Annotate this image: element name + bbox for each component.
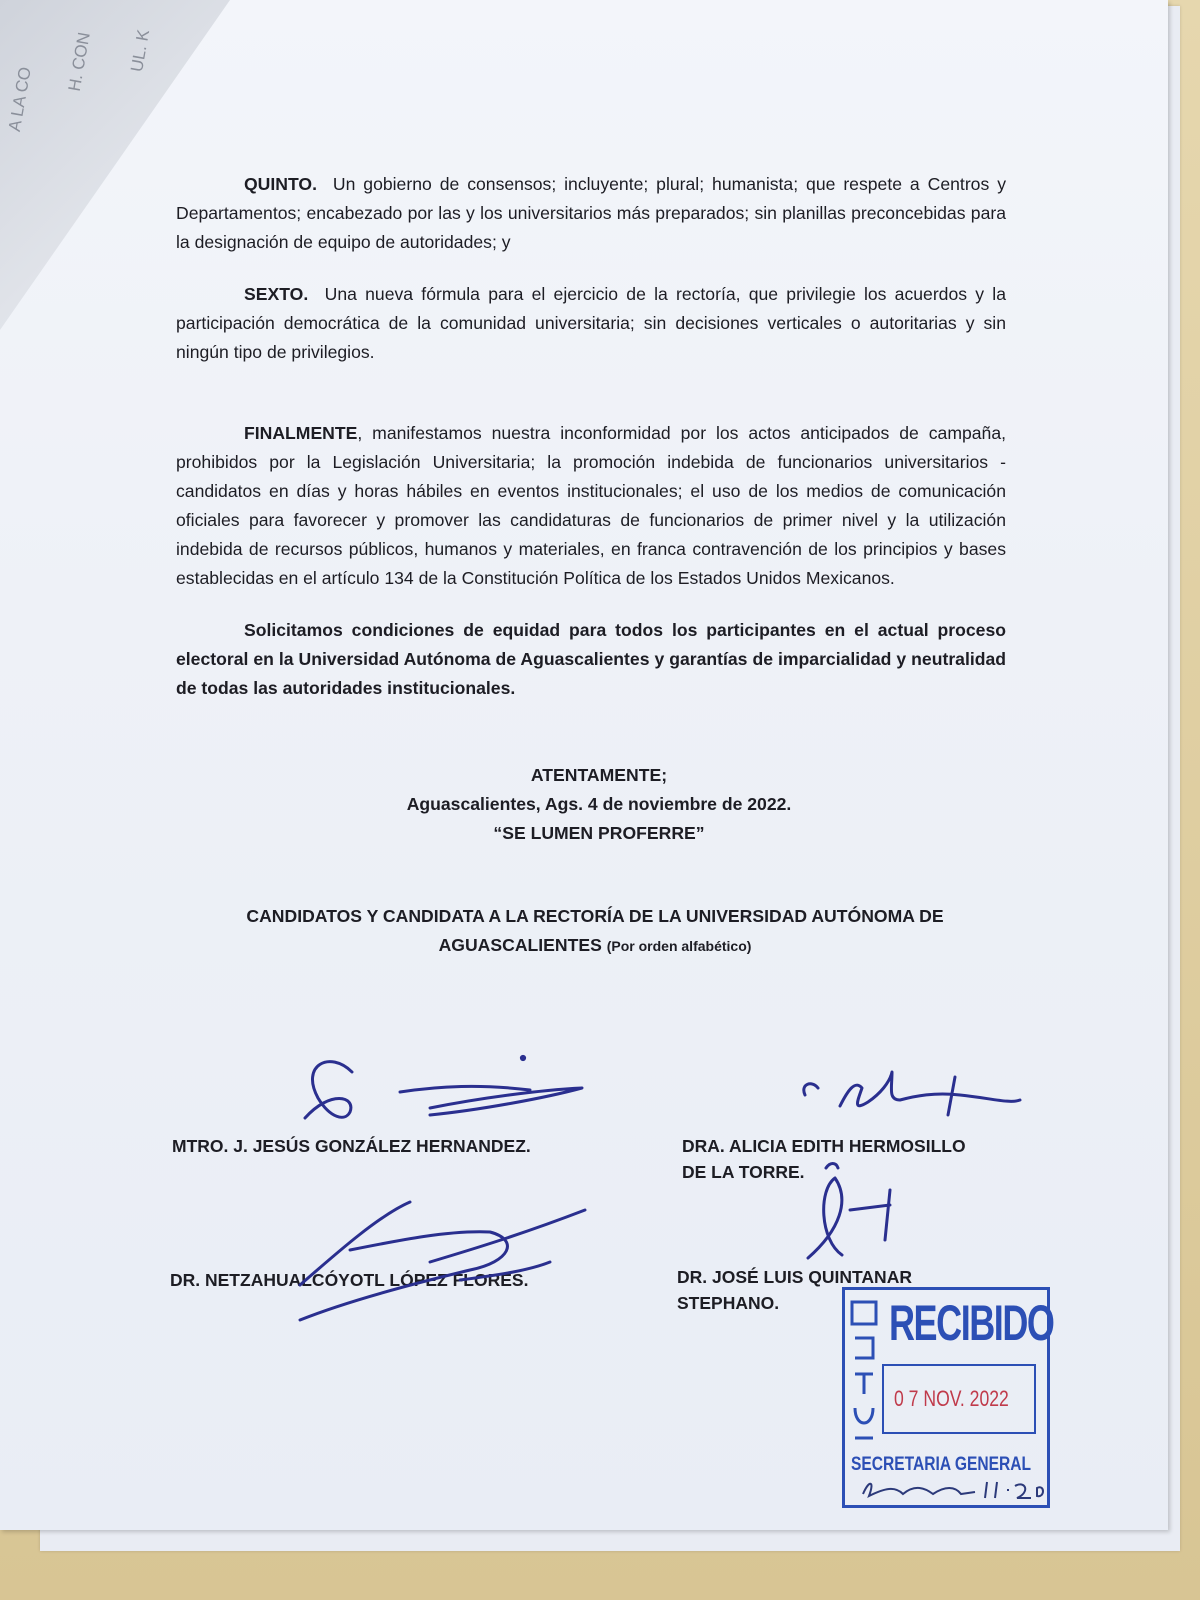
received-stamp [842, 1287, 1054, 1508]
signature-lopez [300, 1202, 585, 1320]
signature-hermosillo [804, 1072, 1020, 1115]
candidates-heading-line1: CANDIDATOS Y CANDIDATA A LA RECTORÍA DE LA UNIVERSIDAD AUTÓNOMA DE [246, 906, 944, 926]
fold-text-1: H. CON [64, 30, 94, 93]
paragraph-line: campaña, prohibidos por la Legislación Universitaria; la promoción indebida de funcionarios [176, 423, 1007, 472]
request-line: proceso electoral en la Universidad Autónoma de Aguascalientes y garantías de [176, 620, 1006, 669]
signatory-name-continued: DE LA TORRE. [682, 1162, 805, 1182]
paragraph-lead: SEXTO. [244, 284, 309, 304]
paragraph-line: Un gobierno de consensos; incluyente; plural; humanista; que respete a [332, 174, 920, 194]
stamp-title: RECIBIDO [889, 1295, 1054, 1351]
closing-place-date: Aguascalientes, Ags. 4 de noviembre de 2022. [406, 794, 792, 814]
request-line: imparcialidad y neutralidad de todas las autoridades institucionales. [176, 649, 1007, 698]
paragraph-lead: QUINTO. [244, 174, 317, 194]
paragraph-line: Centros y Departamentos; encabezado por las y los universitarios más preparados; sin [176, 174, 1006, 223]
signatory-name: DR. NETZAHUALCÓYOTL LÓPEZ FLORES. [170, 1270, 529, 1290]
paragraph-line: de la Constitución Política de los Estados Unidos Mexicanos. [418, 568, 895, 588]
paragraph-line: medios de comunicación oficiales para favorecer y promover las candidaturas de [176, 481, 1006, 530]
fold-text-3: UL. K [127, 28, 154, 74]
paragraph-lead: FINALMENTE [244, 423, 358, 443]
fold-text-2: A LA CO [4, 65, 35, 133]
signatory-name: MTRO. J. JESÚS GONZÁLEZ HERNANDEZ. [172, 1136, 531, 1156]
paragraph-line: planillas preconcebidas para la designación de equipo de autoridades; y [176, 203, 1006, 252]
signatory-name: DRA. ALICIA EDITH HERMOSILLO [682, 1136, 966, 1156]
paragraph-line: Una nueva fórmula para el ejercicio de la rectoría, que privilegie los [324, 284, 887, 304]
stamp-emblem-icon [849, 1298, 879, 1448]
paragraph-line: materiales, en franca contravención de los principios y bases establecidas en el artículo 134 [176, 539, 1006, 588]
stamp-date: 0 7 NOV. 2022 [894, 1386, 1009, 1411]
stamp-handwritten-note [855, 1476, 1045, 1502]
closing-motto: “SE LUMEN PROFERRE” [493, 823, 705, 843]
stamp-department: SECRETARIA GENERAL [851, 1454, 1032, 1475]
request-line: Solicitamos condiciones de equidad para todos los participantes en el actual [244, 620, 929, 640]
candidates-heading-line2: AGUASCALIENTES [438, 935, 602, 955]
initials-mark [808, 1164, 890, 1259]
signature-gonzalez [305, 1062, 582, 1118]
closing-salutation: ATENTAMENTE; [530, 765, 668, 785]
signatory-name-continued: STEPHANO. [677, 1293, 780, 1313]
paragraph-line: funcionarios de primer nivel y la utilización indebida de recursos públicos, humanos y [176, 510, 1006, 559]
candidates-heading-note: (Por orden alfabético) [606, 938, 752, 954]
paragraph-line: , manifestamos nuestra inconformidad por los actos anticipados de [357, 423, 919, 443]
stamp-date-box [882, 1364, 1036, 1434]
paragraph-line: acuerdos y la participación democrática de la comunidad universitaria; sin decisiones [176, 284, 1006, 333]
paragraph-line: verticales o autoritarias y sin ningún tipo de privilegios. [176, 313, 1007, 362]
signatory-name: DR. JOSÉ LUIS QUINTANAR [677, 1267, 912, 1287]
paragraph-line: universitarios - candidatos en días y horas hábiles en eventos institucionales; el uso de los [176, 452, 1006, 501]
